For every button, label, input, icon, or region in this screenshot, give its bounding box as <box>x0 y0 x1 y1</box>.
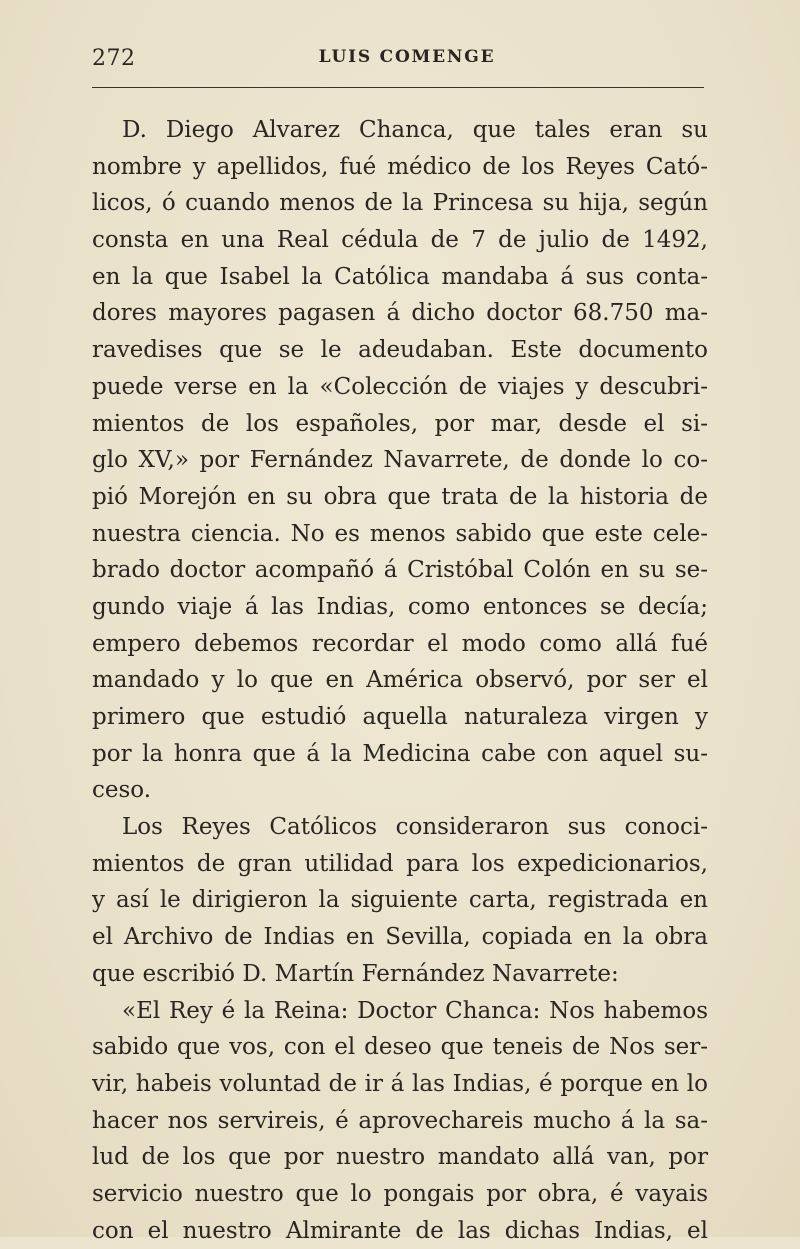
text-line: brado doctor acompañó á Cristóbal Colón en su se- <box>92 557 708 584</box>
text-line: que escribió D. Martín Fernández Navarrete: <box>92 960 619 987</box>
text-line: mientos de los españoles, por mar, desde el si- <box>92 410 708 437</box>
text-line: consta en una Real cédula de 7 de julio de 1492, <box>92 227 708 254</box>
text-line: dores mayores pagasen á dicho doctor 68.750 ma- <box>92 300 708 327</box>
text-line: el Archivo de Indias en Sevilla, copiada en la obra <box>92 924 708 951</box>
text-line: mandado y lo que en América observó, por ser el <box>92 667 708 694</box>
text-line: vir, habeis voluntad de ir á las Indias, é porque en lo <box>92 1070 708 1097</box>
text-line: mientos de gran utilidad para los expedicionarios, <box>92 850 708 877</box>
running-head-author: LUIS COMENGE <box>318 47 496 67</box>
text-line: sabido que vos, con el deseo que teneis de Nos ser- <box>92 1034 708 1061</box>
text-line: nuestra ciencia. No es menos sabido que este cele- <box>92 520 708 547</box>
text-line: gundo viaje á las Indias, como entonces se decía; <box>92 593 708 620</box>
page-number: 272 <box>92 46 136 71</box>
text-line: hacer nos servireis, é aprovechareis mucho á la sa- <box>92 1107 708 1134</box>
text-line: y así le dirigieron la siguiente carta, registrada en <box>92 887 708 914</box>
text-line: glo XV,» por Fernández Navarrete, de donde lo co- <box>92 447 708 474</box>
text-line: nombre y apellidos, fué médico de los Reyes Cató- <box>92 153 708 180</box>
text-line: empero debemos recordar el modo como allá fué <box>92 630 708 657</box>
running-head <box>92 38 722 78</box>
header-rule <box>92 87 704 88</box>
text-line: servicio nuestro que lo pongais por obra, é vayais <box>92 1180 708 1207</box>
text-line: primero que estudió aquella naturaleza virgen y <box>92 704 708 730</box>
text-line: con el nuestro Almirante de las dichas Indias, el <box>92 1217 708 1244</box>
text-line: puede verse en la «Colección de viajes y descubri- <box>92 373 708 400</box>
text-line: lud de los que por nuestro mandato allá van, por <box>92 1144 708 1171</box>
text-line: Los Reyes Católicos consideraron sus conoci- <box>122 814 708 841</box>
text-line: en la que Isabel la Católica mandaba á sus conta- <box>92 263 708 290</box>
body-text <box>92 112 708 1249</box>
text-line: por la honra que á la Medicina cabe con aquel su- <box>92 740 708 767</box>
text-line: pió Morejón en su obra que trata de la historia de <box>92 483 708 510</box>
text-line: ceso. <box>92 777 152 804</box>
text-line: licos, ó cuando menos de la Princesa su hija, según <box>92 190 708 217</box>
text-line: D. Diego Alvarez Chanca, que tales eran su <box>122 117 708 143</box>
text-line: ravedises que se le adeudaban. Este documento <box>92 337 708 364</box>
text-line: «El Rey é la Reina: Doctor Chanca: Nos habemos <box>122 997 708 1024</box>
